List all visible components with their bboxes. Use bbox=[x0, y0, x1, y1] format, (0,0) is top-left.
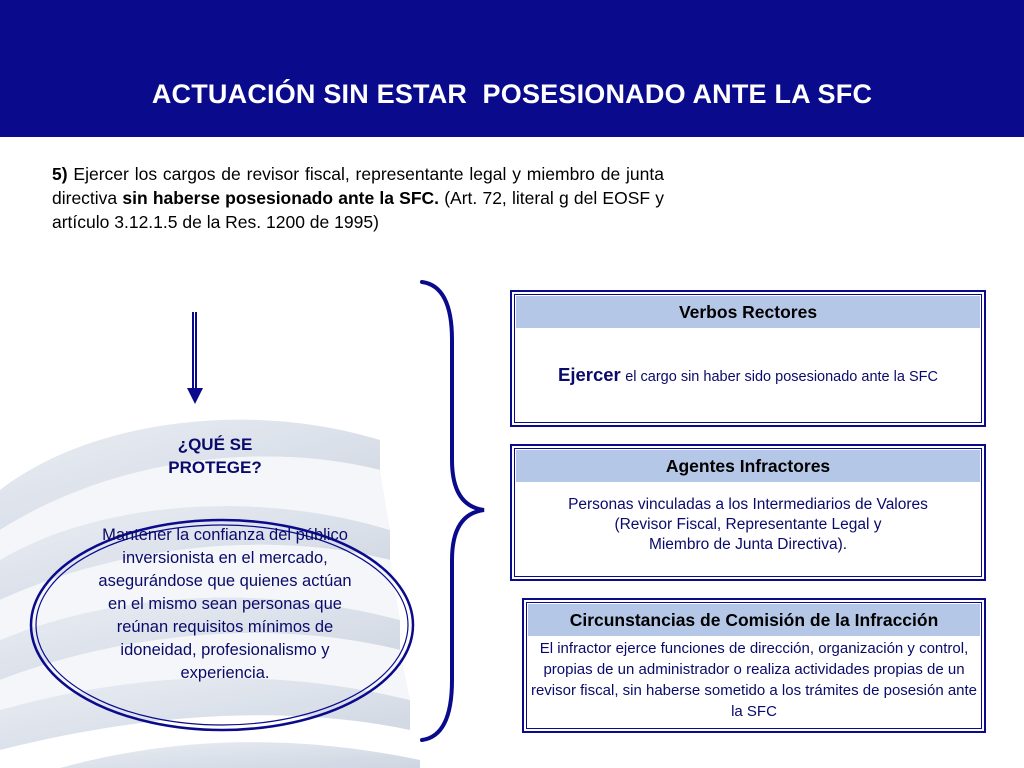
agentes-line2: (Revisor Fiscal, Representante Legal y bbox=[614, 516, 882, 533]
verbo-word: Ejercer bbox=[558, 364, 621, 385]
agentes-infractores-box bbox=[510, 444, 986, 581]
protect-question-line1: ¿QUÉ SE bbox=[177, 435, 253, 454]
curly-brace-icon bbox=[416, 280, 496, 742]
item-number: 5) bbox=[52, 164, 68, 184]
circunstancias-body: El infractor ejerce funciones de dirección, organización y control, propias de un administrador o realiza actividades propias de un revisor fiscal, sin haberse sometido a los trámites de posesión ante la SFC bbox=[530, 640, 978, 720]
protect-question bbox=[130, 433, 300, 479]
agentes-infractores-header: Agentes Infractores bbox=[516, 450, 980, 482]
protect-answer: Mantener la confianza del público inversionista en el mercado, asegurándose que quienes actúan en el mismo sean personas que reúnan requisitos mínimos de idoneidad, profesionalismo y experiencia. bbox=[98, 526, 352, 682]
circunstancias-header: Circunstancias de Comisión de la Infracción bbox=[528, 604, 980, 636]
verbo-text: el cargo sin haber sido posesionado ante la SFC bbox=[625, 369, 938, 385]
agentes-line3: Miembro de Junta Directiva). bbox=[648, 536, 848, 553]
agentes-infractores-body bbox=[518, 495, 978, 555]
intro-text-a: Ejercer los cargos de revisor fiscal, representante legal y miembro de junta directiva bbox=[52, 164, 664, 208]
down-arrow-icon bbox=[183, 312, 207, 406]
verbos-rectores-header: Verbos Rectores bbox=[516, 296, 980, 328]
title-banner bbox=[0, 0, 1024, 137]
page-title: ACTUACIÓN SIN ESTAR POSESIONADO ANTE LA SFC bbox=[151, 79, 873, 109]
protect-question-line2: PROTEGE? bbox=[168, 458, 262, 477]
intro-text-reference: (Art. 72, literal g del EOSF y artículo 3.12.1.5 de la Res. 1200 de 1995) bbox=[52, 188, 664, 232]
verbos-rectores-body bbox=[518, 364, 978, 386]
circunstancias-box bbox=[522, 598, 986, 733]
intro-paragraph bbox=[52, 162, 664, 234]
intro-text-emphasis: sin haberse posesionado ante la SFC. bbox=[122, 188, 440, 208]
verbos-rectores-box bbox=[510, 290, 986, 427]
agentes-line1: Personas vinculadas a los Intermediarios de Valores bbox=[568, 496, 928, 513]
